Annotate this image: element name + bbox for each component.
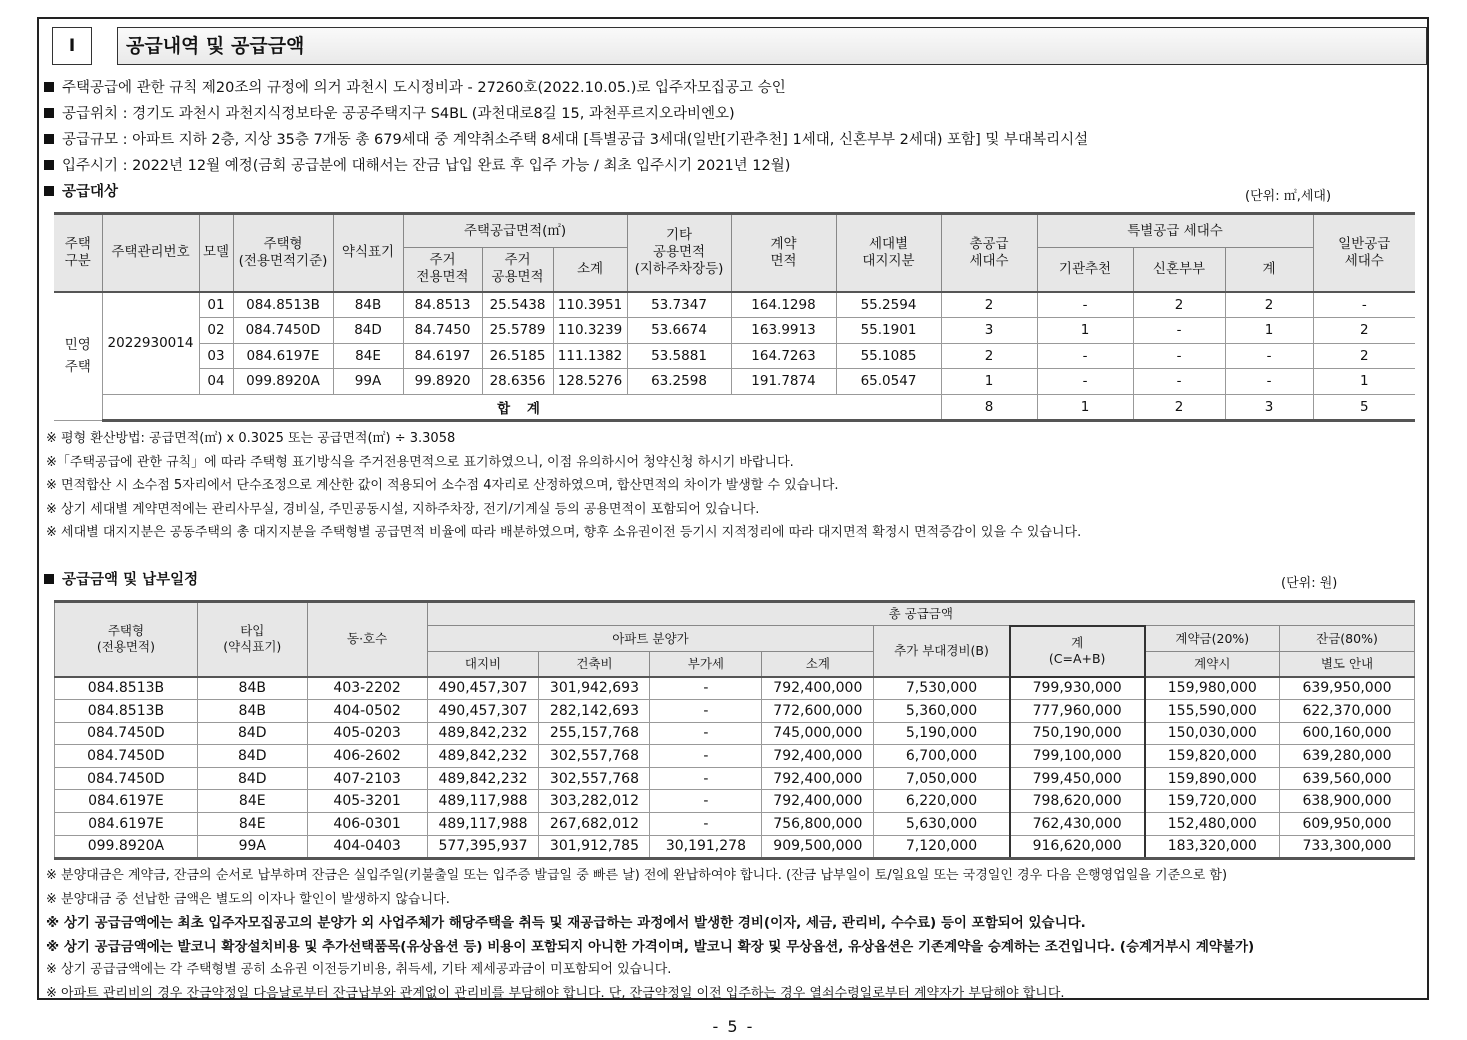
price-cell-extra: 6,220,000 xyxy=(874,790,1010,813)
th-building: 건축비 xyxy=(539,652,650,677)
price-cell-subtotal: 792,400,000 xyxy=(762,767,874,790)
price-cell-type: 084.7450D xyxy=(55,722,198,745)
supply-cell-short: 84E xyxy=(333,343,403,369)
supply-cell-total: 2 xyxy=(941,343,1037,369)
price-cell-subtotal: 756,800,000 xyxy=(762,813,874,836)
price-cell-balance: 639,280,000 xyxy=(1279,745,1414,768)
price-cell-extra: 7,120,000 xyxy=(874,835,1010,859)
supply-note: ※ 세대별 대지지분은 공동주택의 총 대지지분을 주택형별 공급면적 비율에 따라 배분하였으며, 향후 소유권이전 등기시 지적정리에 따라 대지면적 확정시 면적증감이 있을 수 있습니다. xyxy=(46,525,1082,540)
price-cell-vat: - xyxy=(650,790,762,813)
supply-total-newly: 2 xyxy=(1133,394,1225,421)
th-vat: 부가세 xyxy=(650,652,762,677)
supply-cell-spsum: 1 xyxy=(1225,318,1313,344)
supply-total-label: 합 계 xyxy=(102,394,941,421)
supply-cell-other: 63.2598 xyxy=(627,369,731,395)
supply-cell-private: 84.8513 xyxy=(403,292,482,318)
price-cell-type: 099.8920A xyxy=(55,835,198,859)
price-cell-type: 084.8513B xyxy=(55,700,198,723)
supply-cell-land: 55.2594 xyxy=(836,292,941,318)
supply-cell-private: 99.8920 xyxy=(403,369,482,395)
price-cell-balance: 622,370,000 xyxy=(1279,700,1414,723)
price-row xyxy=(55,835,1415,859)
supply-total-general: 5 xyxy=(1313,394,1415,421)
supply-cell-contract: 164.7263 xyxy=(731,343,836,369)
price-note: ※ 상기 공급금액에는 발코니 확장설치비용 및 추가선택품목(유상옵션 등) 비용이 포함되지 아니한 가격이며, 발코니 확장 및 무상옵션, 유상옵션은 기존계약을 승계하는 조건입니다. (승계거부시 계약불가) xyxy=(46,938,1255,955)
price-cell-type: 084.8513B xyxy=(55,677,198,700)
supply-cell-newly: 2 xyxy=(1133,292,1225,318)
price-cell-short: 84E xyxy=(197,790,307,813)
supply-cell-other: 53.7347 xyxy=(627,292,731,318)
section-title: 공급내역 및 공급금액 xyxy=(117,27,1427,65)
th-deposit: 계약금(20%) xyxy=(1145,626,1280,652)
supply-cell-newly: - xyxy=(1133,343,1225,369)
supply-cell-total: 1 xyxy=(941,369,1037,395)
supply-cell-type: 099.8920A xyxy=(233,369,333,395)
square-bullet-icon xyxy=(44,574,54,584)
price-row xyxy=(55,767,1415,790)
price-cell-vat: 30,191,278 xyxy=(650,835,762,859)
price-cell-deposit: 159,720,000 xyxy=(1145,790,1280,813)
supply-cell-sub: 110.3239 xyxy=(553,318,627,344)
price-cell-deposit: 150,030,000 xyxy=(1145,722,1280,745)
th-balance-sub: 별도 안내 xyxy=(1279,652,1414,677)
price-heading: 공급금액 및 납부일정 xyxy=(44,570,198,590)
supply-cell-sub: 111.1382 xyxy=(553,343,627,369)
price-cell-deposit: 159,890,000 xyxy=(1145,767,1280,790)
supply-cell-other: 53.6674 xyxy=(627,318,731,344)
price-cell-vat: - xyxy=(650,767,762,790)
price-table-body xyxy=(55,677,1415,859)
square-bullet-icon xyxy=(44,82,54,92)
price-cell-land: 489,842,232 xyxy=(427,722,539,745)
bullet-move-in: 입주시기 : 2022년 12월 예정(금회 공급분에 대해서는 잔금 납입 완료 후 입주 가능 / 최초 입주시기 2021년 12월) xyxy=(44,156,790,176)
supply-cell-type: 084.6197E xyxy=(233,343,333,369)
price-cell-land: 489,842,232 xyxy=(427,745,539,768)
supply-cell-model: 01 xyxy=(199,292,233,318)
th-subtotal: 소계 xyxy=(762,652,874,677)
th-general: 일반공급 세대수 xyxy=(1313,214,1415,292)
th-price-short: 타입 (약식표기) xyxy=(197,602,307,677)
th-short: 약식표기 xyxy=(333,214,403,292)
th-area-common: 주거 공용면적 xyxy=(482,248,553,292)
supply-total-inst: 1 xyxy=(1037,394,1133,421)
price-cell-sum: 762,430,000 xyxy=(1010,813,1145,836)
price-cell-building: 267,682,012 xyxy=(539,813,650,836)
price-cell-extra: 5,360,000 xyxy=(874,700,1010,723)
th-area-private: 주거 전용면적 xyxy=(403,248,482,292)
supply-cell-contract: 191.7874 xyxy=(731,369,836,395)
th-special-group: 특별공급 세대수 xyxy=(1037,214,1313,248)
th-land: 대지비 xyxy=(427,652,539,677)
supply-cell-newly: - xyxy=(1133,318,1225,344)
supply-note: ※ 상기 세대별 계약면적에는 관리사무실, 경비실, 주민공동시설, 지하주차장, 전기/기계실 등의 공용면적이 포함되어 있습니다. xyxy=(46,501,760,517)
supply-cell-private: 84.6197 xyxy=(403,343,482,369)
supply-cell-short: 84D xyxy=(333,318,403,344)
supply-cell-contract: 164.1298 xyxy=(731,292,836,318)
th-price-type: 주택형 (전용면적) xyxy=(55,602,198,677)
supply-cell-spsum: - xyxy=(1225,369,1313,395)
price-cell-type: 084.7450D xyxy=(55,767,198,790)
price-cell-extra: 7,050,000 xyxy=(874,767,1010,790)
th-price-unit-no: 동·호수 xyxy=(307,602,427,677)
square-bullet-icon xyxy=(44,108,54,118)
cell-mgmt-no: 2022930014 xyxy=(102,292,199,395)
price-row xyxy=(55,813,1415,836)
price-cell-land: 489,117,988 xyxy=(427,813,539,836)
price-cell-unit: 406-0301 xyxy=(307,813,427,836)
supply-cell-total: 3 xyxy=(941,318,1037,344)
supply-cell-common: 25.5789 xyxy=(482,318,553,344)
th-area-sub: 소계 xyxy=(553,248,627,292)
th-housing-type: 주택 구분 xyxy=(54,214,102,292)
th-sp-sum: 계 xyxy=(1225,248,1313,292)
price-row xyxy=(55,700,1415,723)
price-cell-building: 302,557,768 xyxy=(539,745,650,768)
section-number: I xyxy=(52,27,92,65)
price-cell-vat: - xyxy=(650,700,762,723)
price-cell-short: 84D xyxy=(197,767,307,790)
supply-cell-newly: - xyxy=(1133,369,1225,395)
price-cell-land: 489,117,988 xyxy=(427,790,539,813)
th-area-group: 주택공급면적(㎡) xyxy=(403,214,627,248)
price-note: ※ 상기 공급금액에는 최초 입주자모집공고의 분양가 외 사업주체가 해당주택을 취득 및 재공급하는 과정에서 발생한 경비(이자, 세금, 관리비, 수수료) 등이 포함되어 있습니다. xyxy=(46,915,1086,931)
price-cell-land: 490,457,307 xyxy=(427,700,539,723)
price-cell-short: 84D xyxy=(197,745,307,768)
supply-cell-general: - xyxy=(1313,292,1415,318)
price-cell-extra: 5,190,000 xyxy=(874,722,1010,745)
th-land-share: 세대별 대지지분 xyxy=(836,214,941,292)
square-bullet-icon xyxy=(44,186,54,196)
th-deposit-sub: 계약시 xyxy=(1145,652,1280,677)
supply-cell-short: 99A xyxy=(333,369,403,395)
supply-cell-land: 55.1901 xyxy=(836,318,941,344)
supply-cell-other: 53.5881 xyxy=(627,343,731,369)
price-cell-short: 84D xyxy=(197,722,307,745)
price-cell-land: 489,842,232 xyxy=(427,767,539,790)
price-cell-balance: 639,560,000 xyxy=(1279,767,1414,790)
price-cell-subtotal: 745,000,000 xyxy=(762,722,874,745)
price-cell-balance: 609,950,000 xyxy=(1279,813,1414,836)
price-cell-type: 084.6197E xyxy=(55,790,198,813)
supply-table-body xyxy=(54,292,1415,421)
supply-cell-spsum: 2 xyxy=(1225,292,1313,318)
supply-unit: (단위: ㎡,세대) xyxy=(1245,189,1332,204)
bullet-location: 공급위치 : 경기도 과천시 과천지식정보타운 공공주택지구 S4BL (과천대로8길 15, 과천푸르지오라비엔오) xyxy=(44,104,735,124)
supply-total-row xyxy=(54,394,1415,421)
supply-cell-short: 84B xyxy=(333,292,403,318)
price-cell-sum: 916,620,000 xyxy=(1010,835,1145,859)
supply-row xyxy=(54,369,1415,395)
supply-cell-model: 03 xyxy=(199,343,233,369)
supply-cell-sub: 128.5276 xyxy=(553,369,627,395)
supply-note: ※ 면적합산 시 소수점 5자리에서 단수조정으로 계산한 값이 적용되어 소수점 4자리로 산정하였으며, 합산면적의 차이가 발생할 수 있습니다. xyxy=(46,478,839,493)
price-cell-subtotal: 909,500,000 xyxy=(762,835,874,859)
price-cell-type: 084.7450D xyxy=(55,745,198,768)
price-cell-extra: 7,530,000 xyxy=(874,677,1010,700)
price-cell-deposit: 159,820,000 xyxy=(1145,745,1280,768)
price-cell-building: 282,142,693 xyxy=(539,700,650,723)
th-balance: 잔금(80%) xyxy=(1279,626,1414,652)
square-bullet-icon xyxy=(44,134,54,144)
price-cell-building: 301,912,785 xyxy=(539,835,650,859)
supply-cell-sub: 110.3951 xyxy=(553,292,627,318)
supply-table xyxy=(54,212,1415,422)
th-sum: 계 (C=A+B) xyxy=(1010,626,1145,677)
price-cell-sum: 777,960,000 xyxy=(1010,700,1145,723)
th-house-type: 주택형 (전용면적기준) xyxy=(233,214,333,292)
th-mgmt-no: 주택관리번호 xyxy=(102,214,199,292)
price-cell-land: 490,457,307 xyxy=(427,677,539,700)
cell-category: 민영 주택 xyxy=(54,292,102,421)
price-cell-balance: 600,160,000 xyxy=(1279,722,1414,745)
supply-heading: 공급대상 xyxy=(44,182,118,202)
price-cell-extra: 5,630,000 xyxy=(874,813,1010,836)
bullet-scale: 공급규모 : 아파트 지하 2층, 지상 35층 7개동 총 679세대 중 계약취소주택 8세대 [특별공급 3세대(일반[기관추천] 1세대, 신혼부부 2세대) 포함] 및 부대복리시설 xyxy=(44,130,1088,150)
th-contract-area: 계약 면적 xyxy=(731,214,836,292)
price-cell-unit: 406-2602 xyxy=(307,745,427,768)
price-row xyxy=(55,790,1415,813)
price-cell-land: 577,395,937 xyxy=(427,835,539,859)
th-apt-price: 아파트 분양가 xyxy=(427,626,874,652)
price-cell-sum: 798,620,000 xyxy=(1010,790,1145,813)
price-cell-subtotal: 792,400,000 xyxy=(762,677,874,700)
supply-cell-contract: 163.9913 xyxy=(731,318,836,344)
price-cell-building: 303,282,012 xyxy=(539,790,650,813)
price-cell-building: 301,942,693 xyxy=(539,677,650,700)
price-cell-subtotal: 792,400,000 xyxy=(762,790,874,813)
supply-cell-land: 55.1085 xyxy=(836,343,941,369)
supply-cell-type: 084.7450D xyxy=(233,318,333,344)
price-cell-sum: 799,450,000 xyxy=(1010,767,1145,790)
price-cell-deposit: 159,980,000 xyxy=(1145,677,1280,700)
supply-cell-model: 02 xyxy=(199,318,233,344)
supply-cell-type: 084.8513B xyxy=(233,292,333,318)
price-cell-subtotal: 792,400,000 xyxy=(762,745,874,768)
th-total-units: 총공급 세대수 xyxy=(941,214,1037,292)
supply-cell-inst: - xyxy=(1037,292,1133,318)
supply-cell-spsum: - xyxy=(1225,343,1313,369)
th-other-common: 기타 공용면적 (지하주차장등) xyxy=(627,214,731,292)
price-note: ※ 아파트 관리비의 경우 잔금약정일 다음날로부터 잔금납부와 관계없이 관리비를 부담해야 합니다. 단, 잔금약정일 이전 입주하는 경우 열쇠수령일로부터 계약자가 부담해야 합니다. xyxy=(46,985,1065,1001)
th-sp-newlywed: 신혼부부 xyxy=(1133,248,1225,292)
price-cell-building: 302,557,768 xyxy=(539,767,650,790)
price-cell-vat: - xyxy=(650,677,762,700)
price-cell-vat: - xyxy=(650,722,762,745)
price-cell-vat: - xyxy=(650,813,762,836)
price-cell-sum: 799,930,000 xyxy=(1010,677,1145,700)
supply-total-total: 8 xyxy=(941,394,1037,421)
price-cell-deposit: 152,480,000 xyxy=(1145,813,1280,836)
bullet-approval: 주택공급에 관한 규칙 제20조의 규정에 의거 과천시 도시정비과 - 27260호(2022.10.05.)로 입주자모집공고 승인 xyxy=(44,78,786,98)
supply-cell-common: 25.5438 xyxy=(482,292,553,318)
price-row xyxy=(55,722,1415,745)
supply-cell-private: 84.7450 xyxy=(403,318,482,344)
price-cell-short: 84B xyxy=(197,677,307,700)
th-sp-inst: 기관추천 xyxy=(1037,248,1133,292)
th-model: 모델 xyxy=(199,214,233,292)
price-cell-unit: 405-3201 xyxy=(307,790,427,813)
price-note: ※ 상기 공급금액에는 각 주택형별 공히 소유권 이전등기비용, 취득세, 기타 제세공과금이 미포함되어 있습니다. xyxy=(46,962,672,977)
price-row xyxy=(55,677,1415,700)
price-table xyxy=(54,600,1415,860)
price-cell-deposit: 183,320,000 xyxy=(1145,835,1280,859)
price-row xyxy=(55,745,1415,768)
th-extra: 추가 부대경비(B) xyxy=(874,626,1010,677)
price-cell-balance: 638,900,000 xyxy=(1279,790,1414,813)
price-cell-extra: 6,700,000 xyxy=(874,745,1010,768)
price-cell-unit: 407-2103 xyxy=(307,767,427,790)
price-cell-building: 255,157,768 xyxy=(539,722,650,745)
price-cell-unit: 404-0403 xyxy=(307,835,427,859)
page-number: - 5 - xyxy=(712,1017,755,1036)
price-cell-short: 84B xyxy=(197,700,307,723)
supply-cell-total: 2 xyxy=(941,292,1037,318)
price-cell-balance: 733,300,000 xyxy=(1279,835,1414,859)
price-cell-balance: 639,950,000 xyxy=(1279,677,1414,700)
supply-row xyxy=(54,318,1415,344)
supply-cell-inst: - xyxy=(1037,343,1133,369)
price-note: ※ 분양대금 중 선납한 금액은 별도의 이자나 할인이 발생하지 않습니다. xyxy=(46,891,450,907)
price-note: ※ 분양대금은 계약금, 잔금의 순서로 납부하며 잔금은 실입주일(키불출일 또는 입주증 발급일 중 빠른 날) 전에 완납하여야 합니다. (잔금 납부일이 토/일요일 또는 국경일인 경우 다음 은행영업일을 기준으로 함) xyxy=(46,868,1228,883)
supply-note: ※ 평형 환산방법: 공급면적(㎡) x 0.3025 또는 공급면적(㎡) ÷ 3.3058 xyxy=(46,431,456,446)
supply-cell-common: 26.5185 xyxy=(482,343,553,369)
price-cell-unit: 405-0203 xyxy=(307,722,427,745)
price-cell-sum: 750,190,000 xyxy=(1010,722,1145,745)
price-cell-deposit: 155,590,000 xyxy=(1145,700,1280,723)
price-cell-short: 84E xyxy=(197,813,307,836)
price-cell-vat: - xyxy=(650,745,762,768)
supply-cell-inst: 1 xyxy=(1037,318,1133,344)
supply-cell-model: 04 xyxy=(199,369,233,395)
price-cell-subtotal: 772,600,000 xyxy=(762,700,874,723)
price-cell-sum: 799,100,000 xyxy=(1010,745,1145,768)
supply-cell-inst: - xyxy=(1037,369,1133,395)
supply-cell-common: 28.6356 xyxy=(482,369,553,395)
price-cell-type: 084.6197E xyxy=(55,813,198,836)
price-cell-unit: 404-0502 xyxy=(307,700,427,723)
supply-note: ※「주택공급에 관한 규칙」에 따라 주택형 표기방식을 주거전용면적으로 표기하였으니, 이점 유의하시어 청약신청 하시기 바랍니다. xyxy=(46,454,794,470)
square-bullet-icon xyxy=(44,160,54,170)
supply-cell-general: 1 xyxy=(1313,369,1415,395)
price-cell-short: 99A xyxy=(197,835,307,859)
supply-total-spsum: 3 xyxy=(1225,394,1313,421)
price-unit: (단위: 원) xyxy=(1281,576,1338,591)
th-total-supply: 총 공급금액 xyxy=(427,602,1414,626)
supply-row xyxy=(54,292,1415,318)
supply-row xyxy=(54,343,1415,369)
supply-cell-general: 2 xyxy=(1313,318,1415,344)
price-cell-unit: 403-2202 xyxy=(307,677,427,700)
supply-cell-land: 65.0547 xyxy=(836,369,941,395)
supply-cell-general: 2 xyxy=(1313,343,1415,369)
